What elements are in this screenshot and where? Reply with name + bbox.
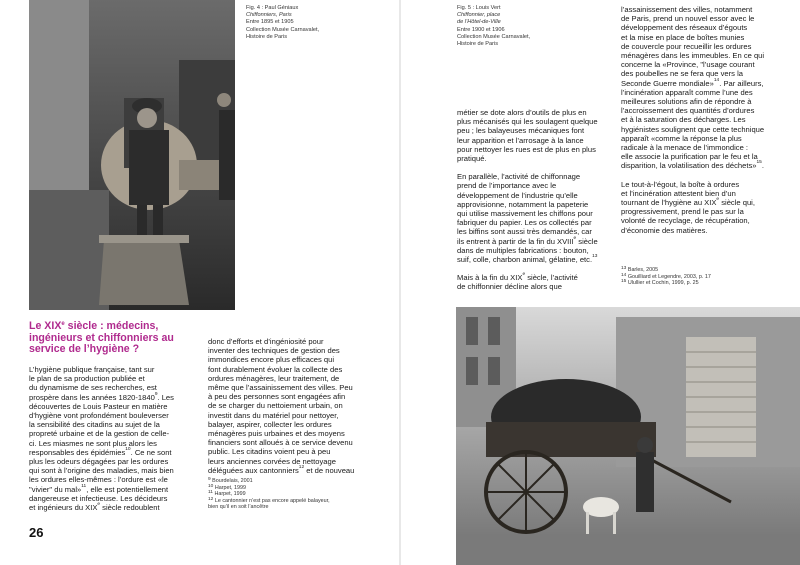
text-line: d’économie des matières.: [621, 225, 708, 235]
caption-title-1: Chiffonnier, place: [457, 12, 501, 19]
caption-fig-label: Fig. 5 : Louis Vert: [457, 5, 501, 11]
text-line: pratiqué.: [457, 154, 487, 164]
photo-chiffonniers: [29, 0, 235, 310]
text-line: et ingénieurs du XIXe siècle redoublent: [29, 502, 160, 513]
text-line: d’hygiène vont profondément bouleverser: [29, 411, 169, 421]
text-line: et l’incinération attestent bien d’un: [621, 188, 736, 198]
text-line: leur apparition et l’arrosage à la lance: [457, 135, 584, 145]
text-line: découvertes de Louis Pasteur en matière: [29, 401, 168, 411]
text-line: leurs anciennes corvées de nettoyage: [208, 456, 336, 466]
footnote: $^9$ Bourdelais, 2001: [208, 477, 253, 484]
text-line: développement de l’industrie qu’elle: [457, 190, 578, 200]
footnote: $^{14}$ Gouilliard et Legendre, 2003, p. 17: [621, 272, 711, 280]
text-line: prend de l’importance avec le: [457, 181, 557, 191]
section-heading: [29, 321, 189, 356]
text-line: ménagères puis urbaines et des moyens: [208, 429, 345, 439]
text-line: qui sont à l’origine des maladies, mais bien: [29, 466, 174, 476]
text-line: public. Les citadins voient peu à peu: [208, 447, 331, 457]
text-line: responsables des épidémies$^{10}$. Ce ne sont: [29, 446, 172, 457]
text-line: à peu des personnes sont engagées afin: [208, 392, 346, 402]
text-line: déléguées aux cantonniers$^{12}$ et de nouveau: [208, 464, 355, 475]
text-line: financiers sont alloués à ce service devenu: [208, 438, 353, 448]
text-line: investit dans du matériel pour nettoyer,: [208, 410, 339, 420]
footnote: $^{13}$ Barles, 2005: [621, 266, 659, 273]
text-line: le plan de sa production publiée et: [29, 374, 145, 384]
text-line: de chiffonnier décline alors que: [457, 282, 562, 292]
text-line: Le tout-à-l’égout, la boîte à ordures: [621, 179, 740, 189]
text-line: Seconde Guerre mondiale»$^{14}$. Par ailleurs,: [621, 77, 764, 88]
text-line: du dynamisme de ses recherches, est: [29, 383, 157, 393]
body-column-4: [621, 5, 791, 235]
text-line: de couvercle pour recueillir les ordures: [621, 41, 752, 51]
text-line: l’accroissement des quantités d’ordures: [621, 106, 755, 116]
text-line: les ordures elles-mêmes : l’ordure est «le: [29, 475, 168, 485]
text-line: donc d’efforts et d’ingéniosité pour: [208, 337, 324, 346]
body-column-1: [29, 365, 189, 512]
footnotes-right: [621, 267, 791, 287]
caption-fig-label: Fig. 4 : Paul Géniaux: [246, 5, 299, 11]
text-line: et à la saturation des décharges. Les: [621, 115, 746, 125]
text-line: peu ; les balayeuses mécaniques font: [457, 126, 585, 136]
footnote: $^{11}$ Harpet, 1999: [208, 490, 246, 498]
text-line: ordures ménagères, leur traitement, de: [208, 373, 340, 383]
text-line: métier se dote alors d’outils de plus en: [457, 108, 587, 117]
footnote: $^{12}$ Le cantonnier n’est pas encore appelé balayeur,: [208, 496, 330, 504]
text-line: En parallèle, l’activité de chiffonnage: [457, 172, 581, 182]
text-line: concerne la «Province, "l’usage courant: [621, 60, 755, 70]
caption-fig4: [246, 5, 386, 41]
text-line: plus les odeurs dégagées par les ordures: [29, 457, 169, 467]
text-line: volonté de recyclage, de récupération,: [621, 216, 750, 226]
caption-title-2: de l’Hôtel-de-Ville: [457, 19, 501, 26]
text-line: dangereuse et infectieuse. Les décideurs: [29, 493, 168, 503]
text-line: ils entrent à partir de la fin du XVIIIe siècle: [457, 235, 598, 246]
text-line: les biffins sont aussi très demandés, car: [457, 227, 592, 237]
caption-fig5: [457, 5, 577, 48]
text-line: inventer des techniques de gestion des: [208, 346, 340, 356]
footnote: $^{10}$ Harpet, 1999: [208, 483, 247, 491]
text-line: disparition, la volatilisation des déchets»$^{15}$.: [621, 160, 764, 171]
heading-line-1: Le XIXe siècle : médecins,: [29, 320, 159, 332]
photo-chiffonnier-cart: [456, 307, 800, 565]
text-line: la sensibilité des citadins au sujet de la: [29, 420, 160, 430]
text-line: des poubelles ne se fera que vers la: [621, 69, 744, 79]
page-number: 26: [29, 525, 44, 540]
text-line: elle associe la purification par le feu et la: [621, 152, 758, 162]
text-line: qui utilise massivement les chiffons pour: [457, 209, 593, 219]
caption-dates: Entre 1900 et 1906: [457, 26, 505, 33]
text-line: L’hygiène publique française, tant sur: [29, 365, 155, 374]
heading-line-2: ingénieurs et chiffonniers au: [29, 331, 174, 344]
text-line: hygiénistes soulignent que cette technique: [621, 124, 765, 134]
text-line: font durablement évoluer la collecte des: [208, 364, 343, 374]
text-line: prospère dans les années 1820-1840$^9$. Les: [29, 391, 174, 402]
text-line: tournant de l’hygiène au XIXe siècle qui,: [621, 197, 755, 208]
caption-dates: Entre 1895 et 1905: [246, 19, 294, 26]
text-line: meilleures solutions afin de répondre à: [621, 97, 752, 107]
footnote: $^{15}$ Ulullier et Cochin, 1999, p. 25: [621, 279, 699, 287]
text-line: "vivier" du mal»$^{11}$, elle est potentiellement: [29, 483, 169, 494]
caption-collection: Collection Musée Carnavalet,: [457, 33, 531, 40]
text-line: développement des réseaux d’égouts: [621, 23, 748, 33]
text-line: pour nettoyer les rues est de plus en plus: [457, 144, 596, 154]
text-line: apparaît «comme la réponse la plus: [621, 133, 742, 143]
heading-line-3: service de l’hygiène ?: [29, 343, 140, 356]
page-gutter: [399, 0, 401, 565]
text-line: immondices encore plus efficaces qui: [208, 355, 335, 365]
text-line: radicale à la menace de l’immondice :: [621, 143, 749, 153]
footnote-cont: bien qu’il en soit l’ancêtre: [208, 504, 269, 511]
text-line: ménagères dans les immeubles. En ce qui: [621, 51, 765, 61]
text-line: Mais à la fin du XIXe siècle, l’activité: [457, 272, 578, 283]
text-line: même que l’assainissement des villes. Peu: [208, 383, 353, 393]
body-column-3: [457, 108, 617, 292]
caption-title: Chiffonniers, Paris: [246, 12, 292, 19]
text-line: ci. Les miasmes ne sont plus alors les: [29, 438, 157, 448]
text-line: suif, colle, charbon animal, gélatine, etc.$^{13}$: [457, 254, 598, 265]
caption-collection: Collection Musée Carnavalet,: [246, 26, 320, 33]
text-line: l’assainissement des villes, notamment: [621, 5, 753, 14]
caption-collection-2: Histoire de Paris: [457, 41, 499, 48]
text-line: approvisionne, notamment la papeterie: [457, 199, 589, 209]
text-line: de Paris, prend un nouvel essor avec le: [621, 14, 755, 24]
text-line: l’incinération apparaît comme l’une des: [621, 87, 753, 97]
text-line: dans de multiples fabrications : bouton,: [457, 245, 589, 255]
text-line: plus mécanisés qui les soulagent quelque: [457, 117, 598, 127]
text-line: progressivement, prend le pas sur la: [621, 207, 744, 217]
text-line: balayer, aspirer, collecter les ordures: [208, 419, 332, 429]
body-column-2: [208, 337, 388, 475]
caption-collection-2: Histoire de Paris: [246, 33, 288, 40]
text-line: fabriquer du papier. Les os collectés par: [457, 218, 592, 228]
text-line: et la mise en place de boîtes munies: [621, 32, 745, 42]
text-line: propreté urbaine et de la gestion de celle-: [29, 429, 170, 439]
footnotes-left: [208, 478, 388, 511]
text-line: de se charger du nettoiement urbain, on: [208, 401, 343, 411]
